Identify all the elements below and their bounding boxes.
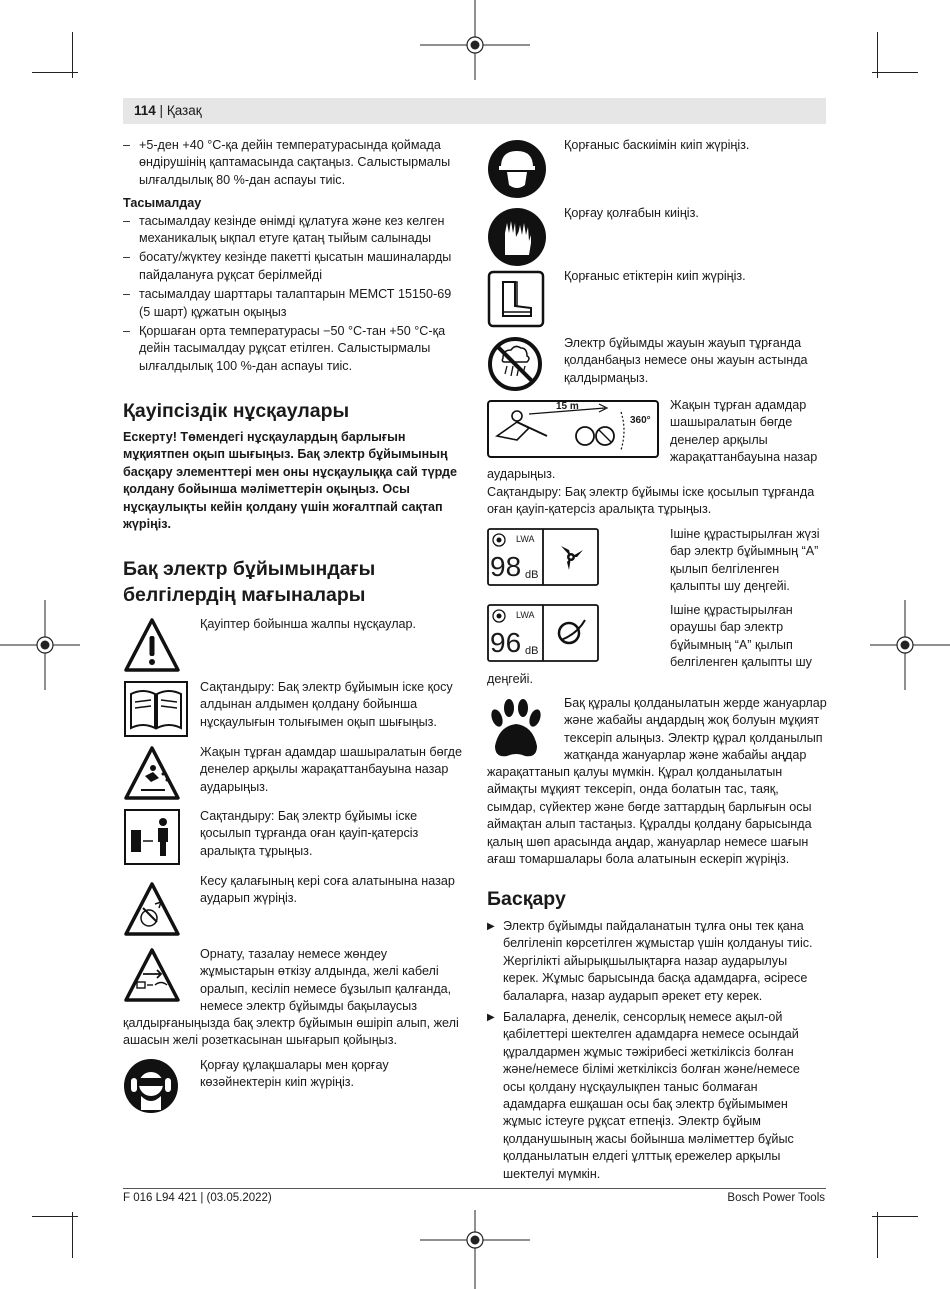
symbols-heading-line-2: белгілердің мағыналары (123, 584, 366, 606)
operation-section (487, 886, 827, 1187)
distance-15m-text-c: Сақтандыру: Бақ электр бұйымы іске қосылып тұрғанда оған қауіп-қатерсіз аралықта тұрыңыз. (487, 485, 815, 517)
no-rain-icon (487, 336, 543, 392)
registration-mark-bottom-icon (420, 1210, 530, 1289)
crop-mark (877, 1212, 878, 1258)
warning-triangle-icon (123, 616, 181, 674)
safety-heading: Қауіпсіздік нұсқаулары (123, 400, 350, 422)
crop-mark (72, 1212, 73, 1258)
helmet-icon (487, 139, 547, 199)
symbol-distance-text: Сақтандыру: Бақ электр бұйымы іске қосылып тұрғанда оған қауіп-қатерсіз аралықта тұрыңыз. (200, 809, 419, 858)
symbol-debris-text: Жақын тұрған адамдар шашыралатын бөгде денелер арқылы жарақаттанбауына назар аударыңыз. (200, 745, 462, 794)
symbol-ear-text: Қорғау құлақшалары мен қорғау көзәйнектерін киіп жүріңіз. (200, 1058, 389, 1090)
footer-brand: Bosch Power Tools (727, 1192, 825, 1204)
rotation-360-label: 360° (630, 415, 651, 426)
gloves-icon (487, 207, 547, 267)
registration-mark-top-icon (420, 0, 530, 80)
symbols-section (123, 556, 463, 608)
crop-mark (872, 72, 918, 73)
animals-text-a: Бақ құралы қолданылатын жерде жануарлар және жабайы аңдардың жоқ болуын мұқият тексеріп алыңыз. Электр құрал қолданылып жатқанда жануарлар және жабайы аңдар (564, 696, 827, 763)
operation-item: ▶ Балаларға, денелік, сенсорлық немесе ақыл-ой қабілеттері шектелген адамдарға немесе осындай құралдармен жұмыс тәжірибесі жеткіліксіз болған және/немесе білімі жеткіліксіз болған және/немесе осы қолдану нұсқаулықпен таныс болмаған адамдарға ешқашан осы бақ электр бұйымымен жұмыс істеуге рұқсат етпеңіз. Электр бұйым қолданушының жасы бойынша мәліметтер бұйыс қолданылатын елдегі ұлттық ережелер арқылы шектелуі мүмкін. (487, 1010, 800, 1181)
ear-eye-protection-icon (123, 1058, 179, 1114)
transport-item: – Қоршаған орта температурасы −50 °C-тан +50 °C-қа дейін тасымалдау рұқсат етілген. Салыстырмалы ылғалдылық 100 %-дан аспауы тиіс. (123, 324, 446, 373)
distance-15m-text-a: Жақын тұрған адамдар шашыралатын бөгде денелер арқылы жарақаттанбауына назар (670, 398, 818, 465)
operation-item: ▶ Электр бұйымды пайдаланатын тұлға оны тек қана белгіленіп көрсетілген жұмыстар үшін қолдануы тиіс. Жергілікті айырықшылықтарға назар аударылуы керек. Жұмыс барысында басқа адамдарға, әсіресе балаларға, назар аударып әрекет ету керек. (487, 919, 813, 1003)
lwa-label-96: LWA (516, 610, 535, 620)
footer-rule (123, 1188, 826, 1189)
read-manual-icon (123, 680, 189, 738)
distance-15m-label: 15 m (556, 401, 579, 412)
transport-item: – тасымалдау шарттары талаптарын МЕМСТ 15150-69 (5 шарт) құжатын оқыңыз (123, 287, 452, 319)
unplug-icon (123, 946, 181, 1004)
noise-96-unit: dB (525, 645, 539, 657)
helmet-text: Қорғаныс баскиімін киіп жүріңіз. (564, 138, 750, 152)
noise-98-unit: dB (525, 569, 539, 581)
symbol-unplug-text-1: Орнату, тазалау немесе жөндеу жұмыстарын өткізу алдында, желі кабелі оралып, кесіліп немесе бұзылып қалғанда, немесе электр бұйымды бақылаусыз (200, 947, 452, 1014)
registration-mark-left-icon (0, 600, 80, 690)
boots-text: Қорғаныс етіктерін киіп жүріңіз. (564, 269, 746, 283)
page-number: 114 (134, 103, 156, 118)
header-separator: | (159, 103, 164, 118)
safety-boots-icon (487, 270, 545, 328)
operation-list (487, 918, 823, 1183)
flying-debris-icon (123, 744, 181, 802)
kickback-icon (123, 880, 181, 938)
operation-heading: Басқару (487, 888, 566, 910)
left-column-top (123, 137, 458, 377)
noise-96-value: 96 (490, 627, 522, 658)
bullet-triangle-icon: ▶ (487, 1012, 495, 1024)
crop-mark (872, 1216, 918, 1217)
storage-item: – +5-ден +40 °C-қа дейін температурасында қоймада өндірушінің қаптамасында сақтаңыз. Салыстырмалы ылғалдылық 80 %-дан аспауы тиіс. (123, 138, 451, 187)
noise-98-value: 98 (490, 551, 522, 582)
gloves-text: Қорғау қолғабын киіңіз. (564, 206, 699, 220)
rain-text: Электр бұйымды жауын жауып тұрғанда қолданбаңыз немесе оны жауын астында қалдырмаңыз. (564, 336, 808, 385)
noise-98-text: Ішіне құрастырылған жүзі бар электр бұйымның “A” қылып белгіленген қалыпты шу деңгейі. (670, 527, 820, 594)
paw-print-icon (487, 698, 545, 760)
safety-section (123, 398, 463, 546)
transport-item: – босату/жүктеу кезінде пакетті қысатын машиналарды пайдалануға рұқсат берілмейді (123, 250, 452, 282)
footer-doc-code: F 016 L94 421 | (03.05.2022) (123, 1192, 272, 1204)
transport-heading: Тасымалдау (123, 196, 202, 211)
header-language: Қазақ (166, 103, 202, 118)
safe-distance-icon (123, 808, 181, 866)
lwa-label-98: LWA (516, 534, 535, 544)
distance-15m-text-b: аударыңыз. (487, 467, 556, 481)
symbols-heading-line-1: Бақ электр бұйымындағы (123, 558, 376, 580)
noise-96-text-a: Ішіне құрастырылған ораушы бар электр бұйымның “A” қылып белгіленген қалыпты шу (670, 603, 812, 670)
header-bar (123, 98, 826, 124)
noise-96-text-b: деңгейі. (487, 672, 533, 686)
symbol-kickback-text: Кесу қалағының кері соға алатынына назар аударып жүріңіз. (200, 874, 455, 906)
safety-warning: Ескерту! Төмендегі нұсқаулардың барлығын мұқиятпен оқып шығыңыз. Бақ электр бұйымының басқару элементтері мен оны нұсқаулыққа сай түрде қолдану бойынша мәліметтерін оқыңыз. Осы нұсқаулықты кейін қолдану үшін жоғалтпай сақтап жүріңіз. (123, 430, 457, 532)
symbol-general-text: Қауіптер бойынша жалпы нұсқаулар. (200, 617, 417, 631)
registration-mark-right-icon (870, 600, 950, 690)
transport-item: – тасымалдау кезінде өнімді құлатуға және кез келген механикалық ықпал етуге қатаң тыйым салынады (123, 213, 445, 246)
symbol-manual-text: Сақтандыру: Бақ электр бұйымын іске қосу алдынан алдымен қолдану бойынша нұсқаулығын толығымен оқып шығыңыз. (200, 680, 453, 729)
symbol-unplug-text-2: қалдырғаныңызда бақ электр бұйымын өшіріп алып, желі ашасын желі розеткасынан шығарып қойыңыз. (123, 1016, 459, 1048)
crop-mark (32, 1216, 78, 1217)
page-header (134, 103, 202, 118)
crop-mark (32, 72, 78, 73)
bullet-triangle-icon: ▶ (487, 921, 495, 932)
animals-text-b: жарақаттанып қалуы мүмкін. Құрал қолданылатын аймақты мұқият тексеріп, онда болатын тас, таяқ, сымдар, сүйектер және бөгде заттардың барлығын осы аймақтан алып тастаңыз. Құралды қолдану барысында қалың шөп арасында аңдар, жануарлар немесе шағын ағаш томаршалары бола алатынын ескеріп жүріңіз. (487, 765, 812, 867)
